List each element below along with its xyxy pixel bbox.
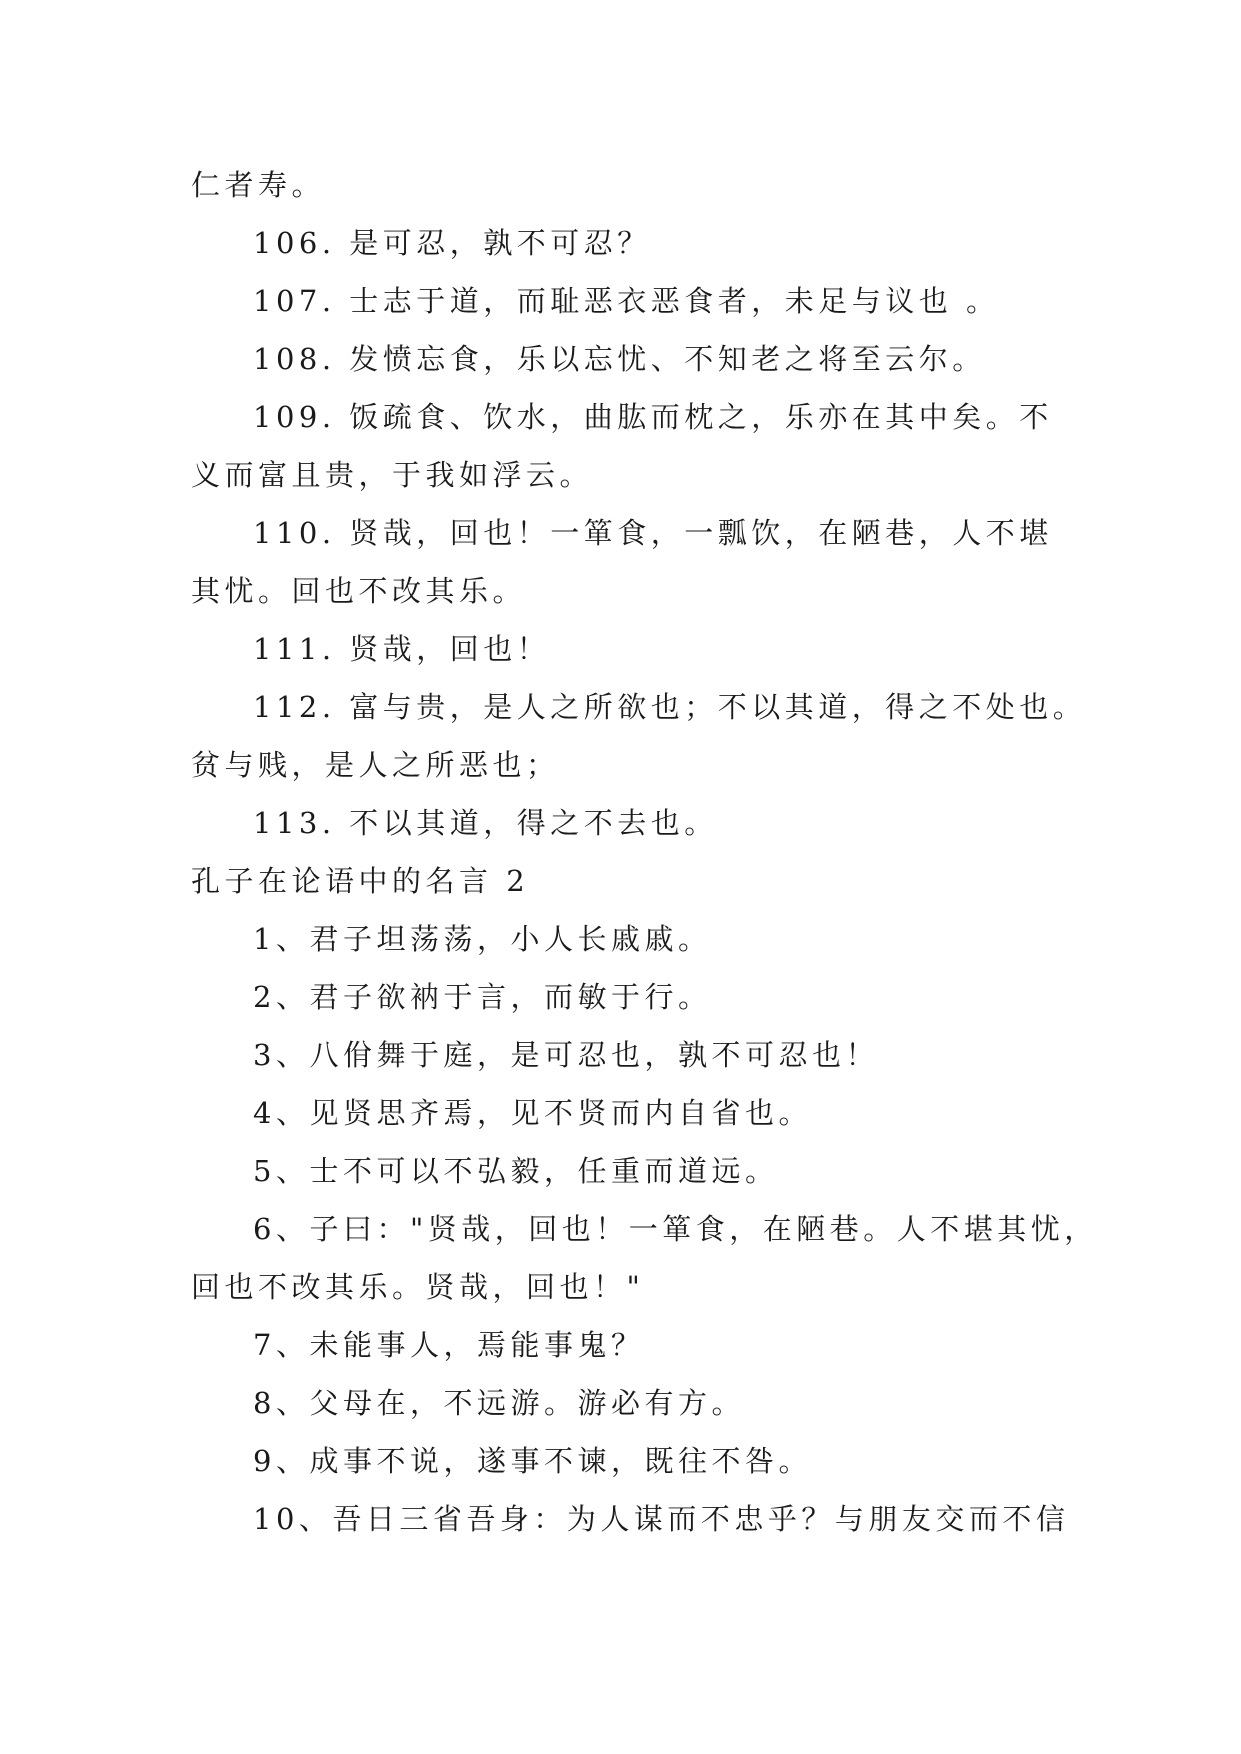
text-line: 106. 是可忍，孰不可忍？ (253, 226, 651, 260)
text-line: 2、君子欲衲于言，而敏于行。 (253, 980, 712, 1014)
text-line: 1、君子坦荡荡，小人长戚戚。 (253, 922, 712, 956)
text-line: 回也不改其乐。贤哉，回也！" (191, 1270, 645, 1304)
section-heading: 孔子在论语中的名言 2 (191, 864, 530, 898)
text-line: 3、八佾舞于庭，是可忍也，孰不可忍也！ (253, 1038, 879, 1072)
text-line: 111. 贤哉，回也！ (253, 632, 551, 666)
text-line: 10、吾日三省吾身：为人谋而不忠乎？与朋友交而不信 (253, 1502, 1070, 1536)
text-line: 义而富且贵，于我如浮云。 (191, 458, 594, 492)
text-line: 5、士不可以不弘毅，任重而道远。 (253, 1154, 779, 1188)
text-line: 112. 富与贵，是人之所欲也；不以其道，得之不处也。 (253, 690, 1087, 724)
document-body (191, 156, 1098, 1548)
text-line: 贫与贱，是人之所恶也； (191, 748, 560, 782)
text-line: 7、未能事人，焉能事鬼？ (253, 1328, 645, 1362)
text-line: 107. 士志于道，而耻恶衣恶食者，未足与议也 。 (253, 284, 1000, 318)
text-line: 6、子曰："贤哉，回也！一箪食，在陋巷。人不堪其忧， (253, 1212, 1098, 1246)
text-line: 8、父母在，不远游。游必有方。 (253, 1386, 745, 1420)
text-line: 108. 发愤忘食，乐以忘忧、不知老之将至云尔。 (253, 342, 986, 376)
text-line: 仁者寿。 (191, 168, 326, 202)
text-line: 4、见贤思齐焉，见不贤而内自省也。 (253, 1096, 812, 1130)
text-line: 110. 贤哉，回也！一箪食，一瓢饮，在陋巷，人不堪 (253, 516, 1053, 550)
text-line: 9、成事不说，遂事不谏，既往不咎。 (253, 1444, 812, 1478)
text-line: 109. 饭疏食、饮水，曲肱而枕之，乐亦在其中矣。不 (253, 400, 1053, 434)
text-line: 113. 不以其道，得之不去也。 (253, 806, 718, 840)
text-line: 其忧。回也不改其乐。 (191, 574, 527, 608)
